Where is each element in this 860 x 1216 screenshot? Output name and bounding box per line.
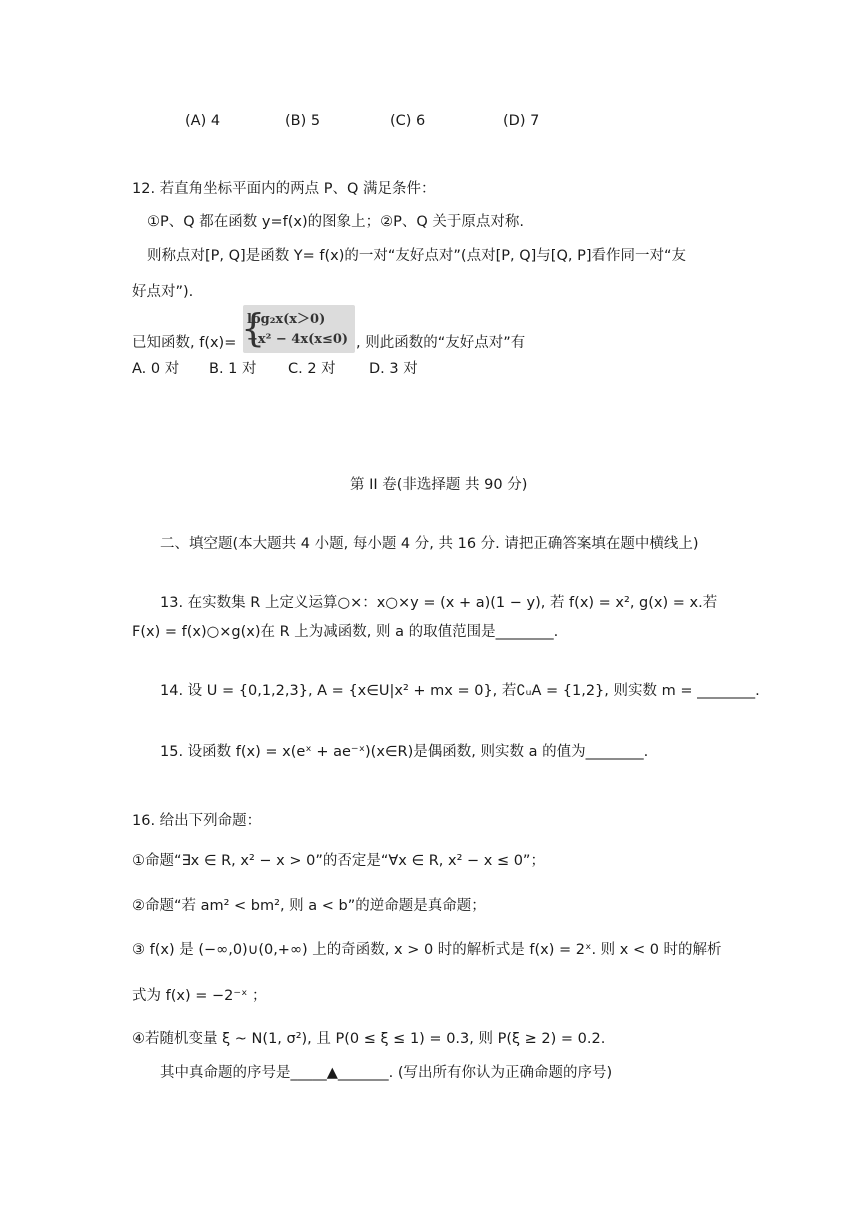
q16-item2: ②命题“若 am² < bm², 则 a < b”的逆命题是真命题； xyxy=(132,898,486,914)
piecewise-formula-image xyxy=(243,305,355,353)
q12-choice-b: B. 1 对 xyxy=(209,361,257,377)
formula-top: log₂x(x＞0) xyxy=(247,312,326,327)
q13-line1: 13. 在实数集 R 上定义运算○×：x○×y = (x + a)(1 − y), 若 f(x) = x², g(x) = x.若 xyxy=(160,595,718,611)
q15: 15. 设函数 f(x) = x(eˣ + ae⁻ˣ)(x∈R)是偶函数, 则实数 a 的值为________. xyxy=(160,744,649,760)
part2-heading: 二、填空题(本大题共 4 小题, 每小题 4 分, 共 16 分. 请把正确答案填在题中横线上) xyxy=(160,536,699,552)
q16-stem: 16. 给出下列命题： xyxy=(132,813,262,829)
q12-choice-a: A. 0 对 xyxy=(132,361,180,377)
q16-answer-line: 其中真命题的序号是_____▲_______. (写出所有你认为正确命题的序号) xyxy=(160,1065,613,1081)
q16-item4: ④若随机变量 ξ ~ N(1, σ²), 且 P(0 ≤ ξ ≤ 1) = 0.3, 则 P(ξ ≥ 2) = 0.2. xyxy=(132,1031,606,1047)
q12-choice-d: D. 3 对 xyxy=(369,361,418,377)
q12-condition: ①P、Q 都在函数 y=f(x)的图象上；②P、Q 关于原点对称. xyxy=(147,214,524,230)
q12-definition: 则称点对[P, Q]是函数 Y= f(x)的一对“友好点对”(点对[P, Q]与[Q, P]看作同一对“友 xyxy=(147,248,686,264)
option-c: (C) 6 xyxy=(390,113,426,129)
formula-bottom: −x² − 4x(x≤0) xyxy=(247,332,349,347)
option-d: (D) 7 xyxy=(503,113,540,129)
q12-choice-c: C. 2 对 xyxy=(288,361,336,377)
q16-item3b: 式为 f(x) = −2⁻ˣ ； xyxy=(132,988,267,1004)
q14: 14. 设 U = {0,1,2,3}, A = {x∈U|x² + mx = 0}, 若∁ᵤA = {1,2}, 则实数 m = ________. xyxy=(160,683,760,699)
option-b: (B) 5 xyxy=(285,113,321,129)
brace-icon: { xyxy=(241,306,266,350)
option-a: (A) 4 xyxy=(185,113,221,129)
q16-item3a: ③ f(x) 是 (−∞,0)∪(0,+∞) 上的奇函数, x > 0 时的解析式是 f(x) = 2ˣ. 则 x < 0 时的解析 xyxy=(132,942,722,958)
q12-function-suffix: , 则此函数的“友好点对”有 xyxy=(356,335,526,351)
q13-line2: F(x) = f(x)○×g(x)在 R 上为减函数, 则 a 的取值范围是________. xyxy=(132,624,559,640)
q12-definition-cont: 好点对”). xyxy=(132,284,194,300)
q16-item1: ①命题“∃x ∈ R, x² − x > 0”的否定是“∀x ∈ R, x² − x ≤ 0”； xyxy=(132,853,545,869)
q12-stem: 12. 若直角坐标平面内的两点 P、Q 满足条件： xyxy=(132,181,436,197)
q12-function-prefix: 已知函数, f(x)= xyxy=(132,335,237,351)
section-title: 第 II 卷(非选择题 共 90 分) xyxy=(350,477,528,493)
